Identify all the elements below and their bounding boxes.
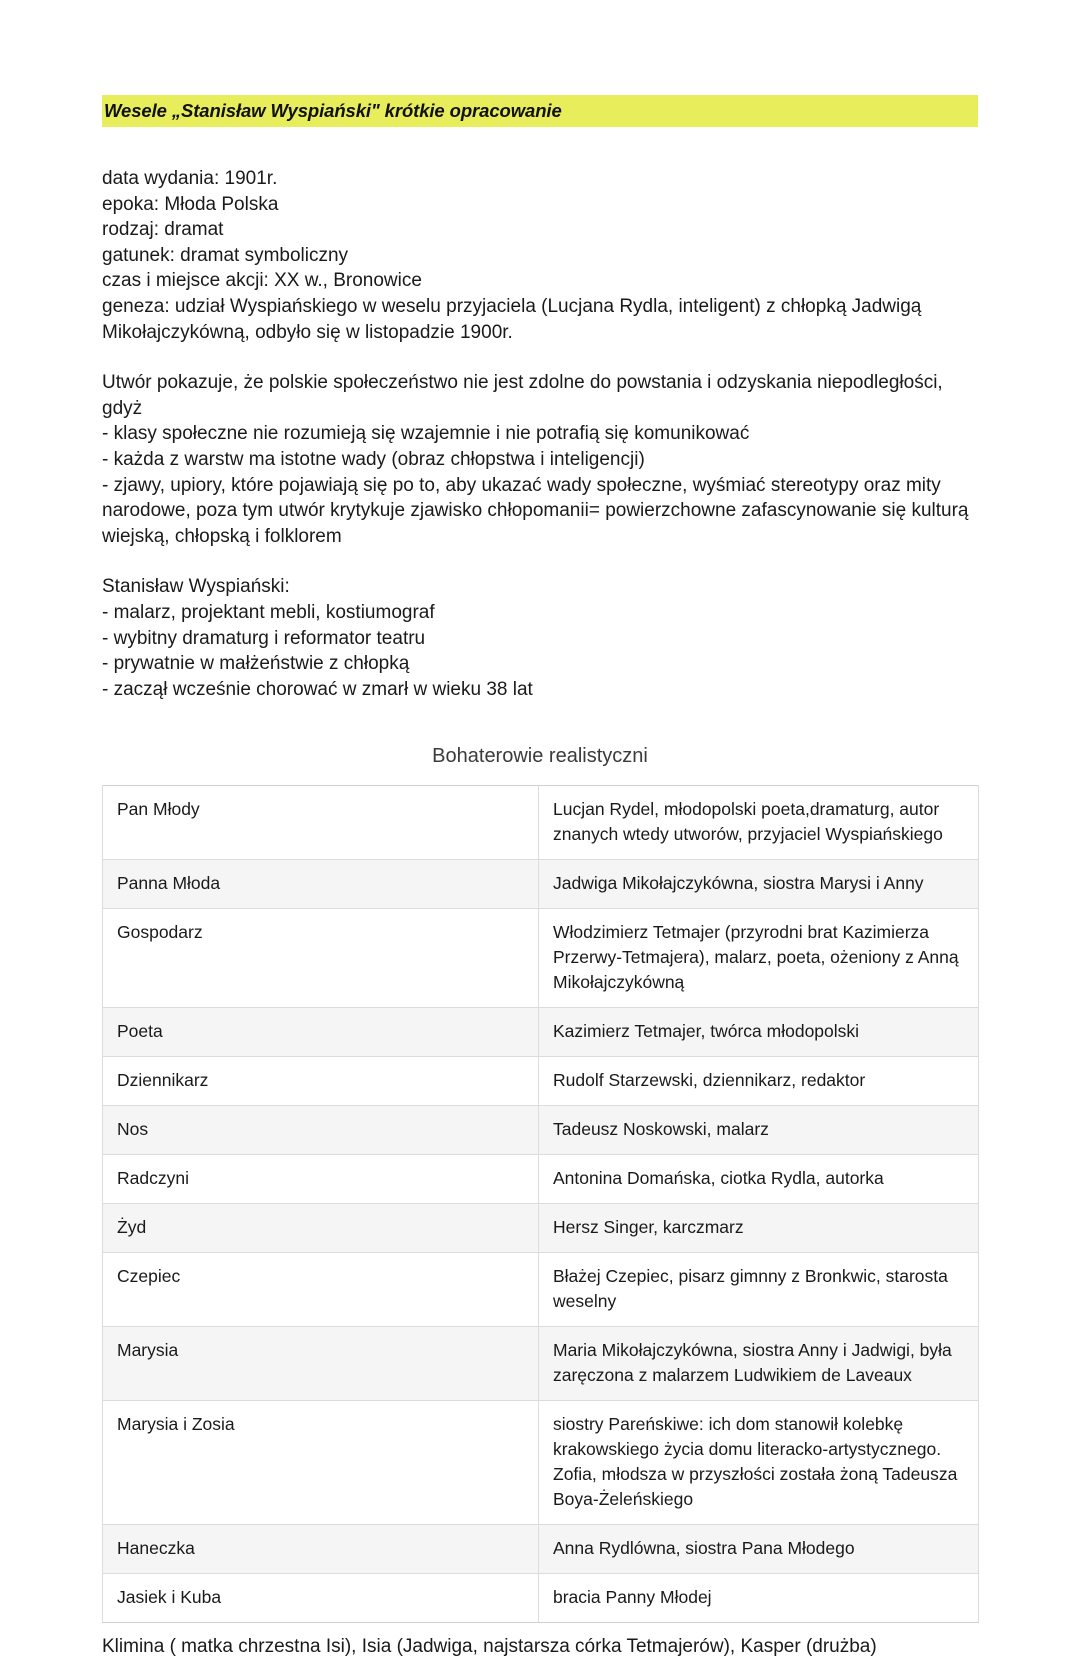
character-description-cell: Jadwiga Mikołajczykówna, siostra Marysi i Anny bbox=[539, 860, 979, 909]
table-row bbox=[103, 1253, 979, 1327]
character-description-cell: Błażej Czepiec, pisarz gimnny z Bronkwic, starosta weselny bbox=[539, 1253, 979, 1327]
character-description-cell: Hersz Singer, karczmarz bbox=[539, 1204, 979, 1253]
character-name-cell: Haneczka bbox=[103, 1525, 539, 1574]
table-row bbox=[103, 1574, 979, 1623]
table-row bbox=[103, 909, 979, 1008]
table-row bbox=[103, 860, 979, 909]
character-name-cell: Dziennikarz bbox=[103, 1057, 539, 1106]
characters-table bbox=[102, 785, 979, 1623]
author-paragraph: Stanisław Wyspiański: - malarz, projektant mebli, kostiumograf - wybitny dramaturg i reformator teatru - prywatnie w małżeństwie z chłopką - zaczął wcześnie chorować w zmarł w wieku 38 lat bbox=[102, 576, 533, 700]
document-title-banner bbox=[102, 95, 978, 127]
table-row bbox=[103, 1204, 979, 1253]
thesis-paragraph: Utwór pokazuje, że polskie społeczeństwo nie jest zdolne do powstania i odzyskania niepodległości, gdyż - klasy społeczne nie rozumieją się wzajemnie i nie potrafią się komunikować - każda z warstw ma istotne wady (obraz chłopstwa i inteligencji) - zjawy, upiory, które pojawiają się po to, aby ukazać wady społeczne, wyśmiać stereotypy oraz mity narodowe, poza tym utwór krytykuje zjawisko chłopomanii= powierzchowne zafascynowanie się kulturą wiejską, chłopską i folklorem bbox=[102, 372, 969, 547]
document-body bbox=[102, 0, 978, 1659]
character-description-cell: Lucjan Rydel, młodopolski poeta,dramaturg, autor znanych wtedy utworów, przyjaciel Wyspiańskiego bbox=[539, 786, 979, 860]
character-name-cell: Radczyni bbox=[103, 1155, 539, 1204]
character-name-cell: Gospodarz bbox=[103, 909, 539, 1008]
character-description-cell: Antonina Domańska, ciotka Rydla, autorka bbox=[539, 1155, 979, 1204]
table-row bbox=[103, 1008, 979, 1057]
character-description-cell: bracia Panny Młodej bbox=[539, 1574, 979, 1623]
table-row bbox=[103, 1401, 979, 1525]
characters-table-body bbox=[103, 786, 979, 1623]
character-description-cell: Tadeusz Noskowski, malarz bbox=[539, 1106, 979, 1155]
character-name-cell: Nos bbox=[103, 1106, 539, 1155]
metadata-paragraph: data wydania: 1901r. epoka: Młoda Polska rodzaj: dramat gatunek: dramat symboliczny czas i miejsce akcji: XX w., Bronowice geneza: udział Wyspiańskiego w weselu przyjaciela (Lucjana Rydla, inteligent) z chłopką Jadwigą Mikołajczykówną, odbyło się w listopadzie 1900r. bbox=[102, 168, 922, 343]
table-row bbox=[103, 1057, 979, 1106]
page-title: Wesele „Stanisław Wyspiański" krótkie opracowanie bbox=[104, 100, 562, 121]
character-name-cell: Panna Młoda bbox=[103, 860, 539, 909]
character-name-cell: Żyd bbox=[103, 1204, 539, 1253]
table-row bbox=[103, 786, 979, 860]
character-description-cell: Włodzimierz Tetmajer (przyrodni brat Kazimierza Przerwy-Tetmajera), malarz, poeta, ożeniony z Anną Mikołajczykówną bbox=[539, 909, 979, 1008]
character-description-cell: Anna Rydlówna, siostra Pana Młodego bbox=[539, 1525, 979, 1574]
character-name-cell: Jasiek i Kuba bbox=[103, 1574, 539, 1623]
table-row bbox=[103, 1106, 979, 1155]
table-row bbox=[103, 1155, 979, 1204]
character-description-cell: siostry Pareńskiwe: ich dom stanowił kolebkę krakowskiego życia domu literacko-artystycznego. Zofia, młodsza w przyszłości została żoną Tadeusza Boya-Żeleńskiego bbox=[539, 1401, 979, 1525]
section-heading-characters: Bohaterowie realistyczni bbox=[432, 745, 648, 768]
character-name-cell: Marysia bbox=[103, 1327, 539, 1401]
table-footnote: Klimina ( matka chrzestna Isi), Isia (Jadwiga, najstarsza córka Tetmajerów), Kasper (drużba) bbox=[102, 1636, 877, 1658]
character-name-cell: Poeta bbox=[103, 1008, 539, 1057]
character-description-cell: Rudolf Starzewski, dziennikarz, redaktor bbox=[539, 1057, 979, 1106]
character-name-cell: Marysia i Zosia bbox=[103, 1401, 539, 1525]
table-row bbox=[103, 1525, 979, 1574]
character-name-cell: Czepiec bbox=[103, 1253, 539, 1327]
character-name-cell: Pan Młody bbox=[103, 786, 539, 860]
character-description-cell: Maria Mikołajczykówna, siostra Anny i Jadwigi, była zaręczona z malarzem Ludwikiem de Laveaux bbox=[539, 1327, 979, 1401]
character-description-cell: Kazimierz Tetmajer, twórca młodopolski bbox=[539, 1008, 979, 1057]
table-row bbox=[103, 1327, 979, 1401]
